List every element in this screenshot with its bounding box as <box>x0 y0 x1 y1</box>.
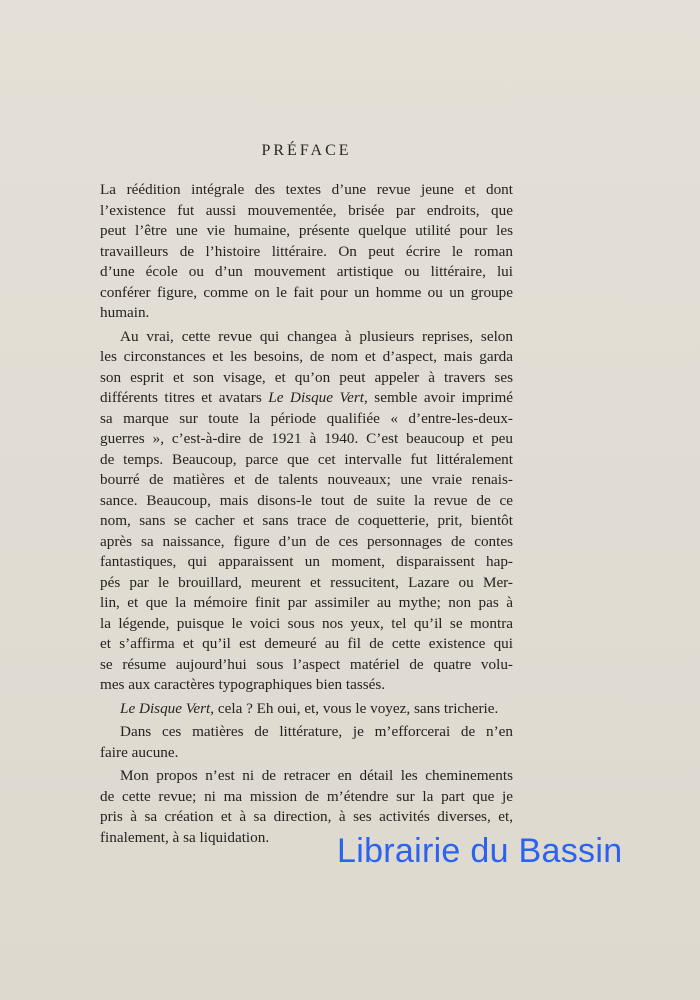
text-line: bourré de matières et de talents nouveaux; une vraie renais- <box>100 471 513 488</box>
text-line: nom, sans se cacher et sans trace de coquetterie, prit, bientôt <box>100 512 513 529</box>
text-line: lin, et que la mémoire finit par assimiler au mythe; non pas à <box>100 594 513 611</box>
text-line: sance. Beaucoup, mais disons-le tout de suite la revue de ce <box>100 491 513 509</box>
text-line: La réédition intégrale des textes d’une revue jeune et dont <box>100 181 513 198</box>
text-line: faire aucune. <box>100 743 179 761</box>
text-line: sa marque sur toute la période qualifiée « d’entre-les-deux- <box>100 409 513 427</box>
text-line: et s’affirma et qu’il est demeuré au fil de cette existence qui <box>100 635 513 652</box>
text-line: de temps. Beaucoup, parce que cet intervalle fut littéralement <box>100 450 513 468</box>
text-line: son esprit et son visage, et qu’on peut appeler à travers ses <box>100 368 513 386</box>
text-line: humain. <box>100 304 150 321</box>
paragraph-3 <box>100 699 513 720</box>
text-line: de cette revue; ni ma mission de m’étendre sur la part que je <box>100 787 513 805</box>
text-line: Dans ces matières de littérature, je m’efforcerai de n’en <box>120 723 513 740</box>
text-line: pris à sa création et à sa direction, à ses activités diverses, et, <box>100 808 513 825</box>
text-line: Au vrai, cette revue qui changea à plusieurs reprises, selon <box>120 327 513 345</box>
journal-title: Le Disque Vert <box>268 389 364 406</box>
paragraph-1 <box>100 180 513 324</box>
text-line: pés par le brouillard, meurent et ressucitent, Lazare ou Mer- <box>100 573 513 591</box>
text-fragment: , cela ? Eh oui, et, vous le voyez, sans tricherie. <box>210 699 499 717</box>
journal-title: Le Disque Vert <box>120 699 211 717</box>
text-line: se résume aujourd’hui sous l’aspect matériel de quatre volu- <box>100 655 513 673</box>
page-title: PRÉFACE <box>261 142 352 159</box>
preface-text <box>100 180 513 851</box>
paragraph-4 <box>100 722 513 763</box>
text-line: peut l’être une vie humaine, présente quelque utilité pour les <box>100 222 513 239</box>
text-line-with-title <box>100 699 513 720</box>
text-line: d’une école ou d’un mouvement artistique ou littéraire, lui <box>100 263 513 280</box>
text-fragment: , semble avoir imprimé <box>364 389 514 406</box>
text-line: travailleurs de l’histoire littéraire. On peut écrire le roman <box>100 242 513 260</box>
text-line: mes aux caractères typographiques bien tassés. <box>100 676 386 693</box>
text-line-with-title <box>100 388 513 409</box>
text-fragment: différents titres et avatars <box>100 389 269 406</box>
text-line: finalement, à sa liquidation. <box>100 828 270 846</box>
text-line: la légende, puisque le voici sous nos yeux, tel qu’il se montra <box>100 614 513 632</box>
paragraph-2 <box>100 327 513 696</box>
text-line: après sa naissance, figure d’un de ces personnages de contes <box>100 532 513 550</box>
text-line: l’existence fut aussi mouvementée, brisée par endroits, que <box>100 201 513 219</box>
watermark-text: Librairie du Bassin <box>337 832 623 870</box>
text-line: guerres », c’est-à-dire de 1921 à 1940. C’est beaucoup et peu <box>100 430 513 447</box>
text-line: fantastiques, qui apparaissent un moment, disparaissent hap- <box>100 553 513 570</box>
text-line: les circonstances et les besoins, de nom et d’aspect, mais garda <box>100 348 513 365</box>
text-line: conférer figure, comme on le fait pour un homme ou un groupe <box>100 283 513 301</box>
text-line: Mon propos n’est ni de retracer en détail les cheminements <box>120 767 513 784</box>
